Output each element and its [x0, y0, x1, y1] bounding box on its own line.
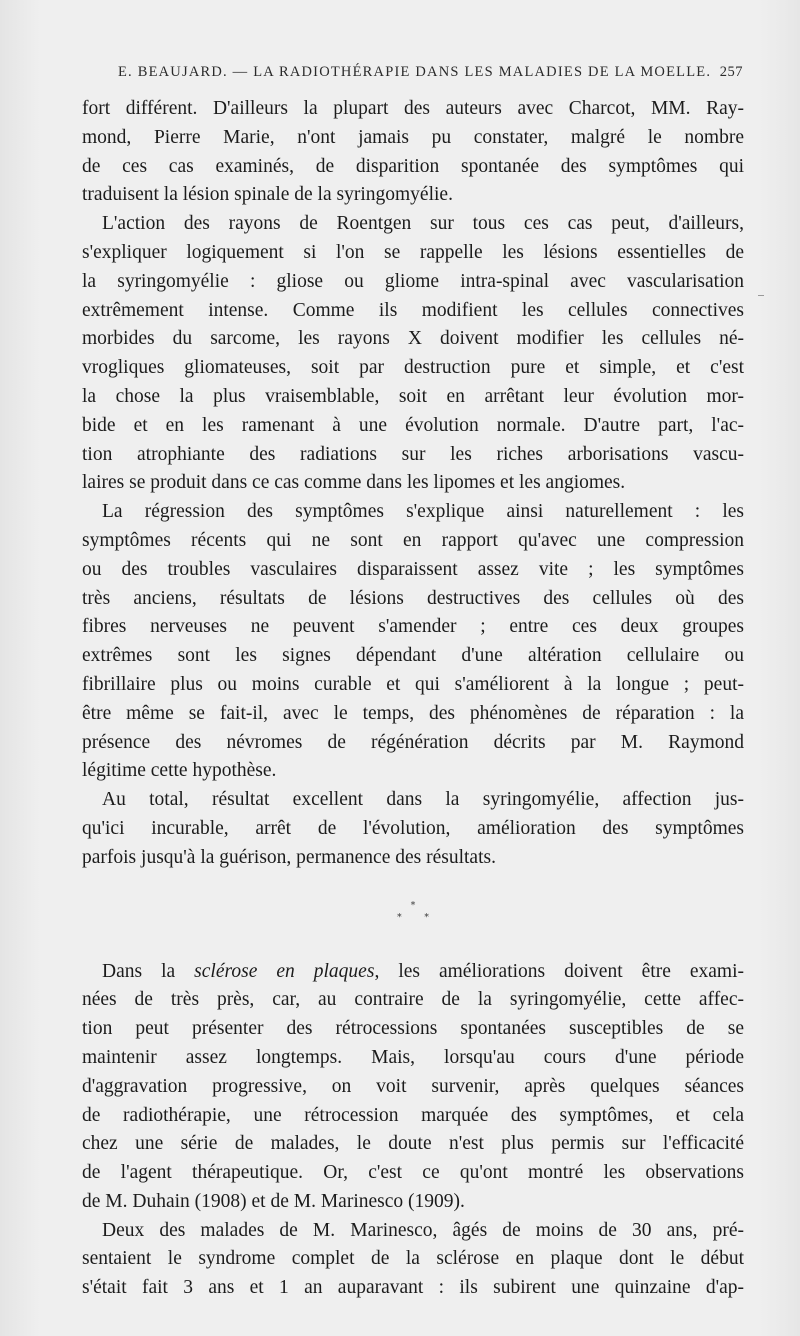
section-separator — [82, 873, 744, 958]
margin-mark — [758, 295, 764, 296]
paragraph-summary — [82, 786, 744, 872]
text-line: mond, Pierre Marie, n'ont jamais pu constater, malgré le nombre — [82, 126, 744, 148]
text-line: extrêmement intense. Comme ils modifient les cellules connectives — [82, 299, 744, 321]
asterism — [82, 900, 744, 924]
text-line: traduisent la lésion spinale de la syringomyélie. — [82, 184, 453, 206]
text-line: symptômes récents qui ne sont en rapport qu'avec une compression — [82, 529, 744, 551]
body-text — [82, 95, 744, 1303]
text-line: bide et en les ramenant à une évolution normale. D'autre part, l'ac- — [82, 414, 744, 436]
asterism-bottom: * * — [397, 912, 439, 923]
text-line: nées de très près, car, au contraire de la syringomyélie, cette affec- — [82, 989, 744, 1011]
text-line: de ces cas examinés, de disparition spontanée des symptômes qui — [82, 155, 744, 177]
page-header — [118, 64, 743, 90]
paragraph-symptom-regression — [82, 498, 744, 786]
asterism-top: * — [410, 900, 416, 911]
text-line: tion peut présenter des rétrocessions spontanées susceptibles de se — [82, 1018, 744, 1040]
text-line — [82, 958, 744, 987]
text-line: tion atrophiante des radiations sur les riches arborisations vascu- — [82, 443, 744, 465]
text-line: laires se produit dans ce cas comme dans les lipomes et les angiomes. — [82, 472, 626, 494]
paragraph-multiple-sclerosis — [82, 958, 744, 1217]
text-line: maintenir assez longtemps. Mais, lorsqu'au cours d'une période — [82, 1046, 744, 1068]
text-line: qu'ici incurable, arrêt de l'évolution, amélioration des symptômes — [82, 817, 744, 839]
text-line: extrêmes sont les signes dépendant d'une altération cellulaire ou — [82, 645, 744, 667]
text-line: morbides du sarcome, les rayons X doivent modifier les cellules né- — [82, 328, 744, 350]
text-line: d'aggravation progressive, on voit survenir, après quelques séances — [82, 1075, 744, 1097]
text-line: la chose la plus vraisemblable, soit en arrêtant leur évolution mor- — [82, 385, 744, 407]
text-run: Dans la — [102, 960, 195, 982]
page-number: 257 — [719, 64, 743, 80]
text-line: fibrillaire plus ou moins curable et qui s'améliorent à la longue ; peut- — [82, 673, 744, 695]
text-line: de M. Duhain (1908) et de M. Marinesco (1909). — [82, 1190, 465, 1212]
text-line: ou des troubles vasculaires disparaissent assez vite ; les symptômes — [82, 558, 744, 580]
text-line: s'était fait 3 ans et 1 an auparavant : ils subirent une quinzaine d'ap- — [82, 1277, 744, 1299]
text-line: sentaient le syndrome complet de la sclérose en plaque dont le début — [82, 1248, 744, 1270]
paragraph-syringomyelia-authors — [82, 95, 744, 210]
text-line: présence des névromes de régénération décrits par M. Raymond — [82, 731, 744, 753]
paragraph-marinesco-patients — [82, 1217, 744, 1303]
text-line: La régression des symptômes s'explique ainsi naturellement : les — [102, 501, 744, 523]
text-line: Au total, résultat excellent dans la syringomyélie, affection jus- — [102, 789, 744, 811]
text-line: la syringomyélie : gliose ou gliome intra-spinal avec vascularisation — [82, 270, 744, 292]
text-line: très anciens, résultats de lésions destructives des cellules où des — [82, 587, 744, 609]
text-line: Deux des malades de M. Marinesco, âgés de moins de 30 ans, pré- — [102, 1219, 744, 1241]
text-line: L'action des rayons de Roentgen sur tous ces cas peut, d'ailleurs, — [102, 213, 744, 235]
paragraph-roentgen-action — [82, 210, 744, 498]
text-line: parfois jusqu'à la guérison, permanence des résultats. — [82, 846, 496, 868]
text-line: de radiothérapie, une rétrocession marquée des symptômes, et cela — [82, 1104, 744, 1126]
running-head: E. BEAUJARD. — LA RADIOTHÉRAPIE DANS LES MALADIES DE LA MOELLE. — [118, 64, 712, 80]
text-line: vrogliques gliomateuses, soit par destruction pure et simple, et c'est — [82, 357, 744, 379]
text-line: chez une série de malades, le doute n'est plus permis sur l'efficacité — [82, 1133, 744, 1155]
text-line: fort différent. D'ailleurs la plupart des auteurs avec Charcot, MM. Ray- — [82, 98, 744, 119]
emphasis-term: sclérose en plaques — [194, 960, 375, 982]
text-run: , les améliorations doivent être exami- — [374, 960, 744, 982]
text-line: être même se fait-il, avec le temps, des phénomènes de réparation : la — [82, 702, 744, 724]
text-line: fibres nerveuses ne peuvent s'amender ; entre ces deux groupes — [82, 616, 744, 638]
text-line: légitime cette hypothèse. — [82, 760, 277, 782]
text-line: s'expliquer logiquement si l'on se rappelle les lésions essentielles de — [82, 241, 744, 263]
text-line: de l'agent thérapeutique. Or, c'est ce qu'ont montré les observations — [82, 1162, 744, 1184]
